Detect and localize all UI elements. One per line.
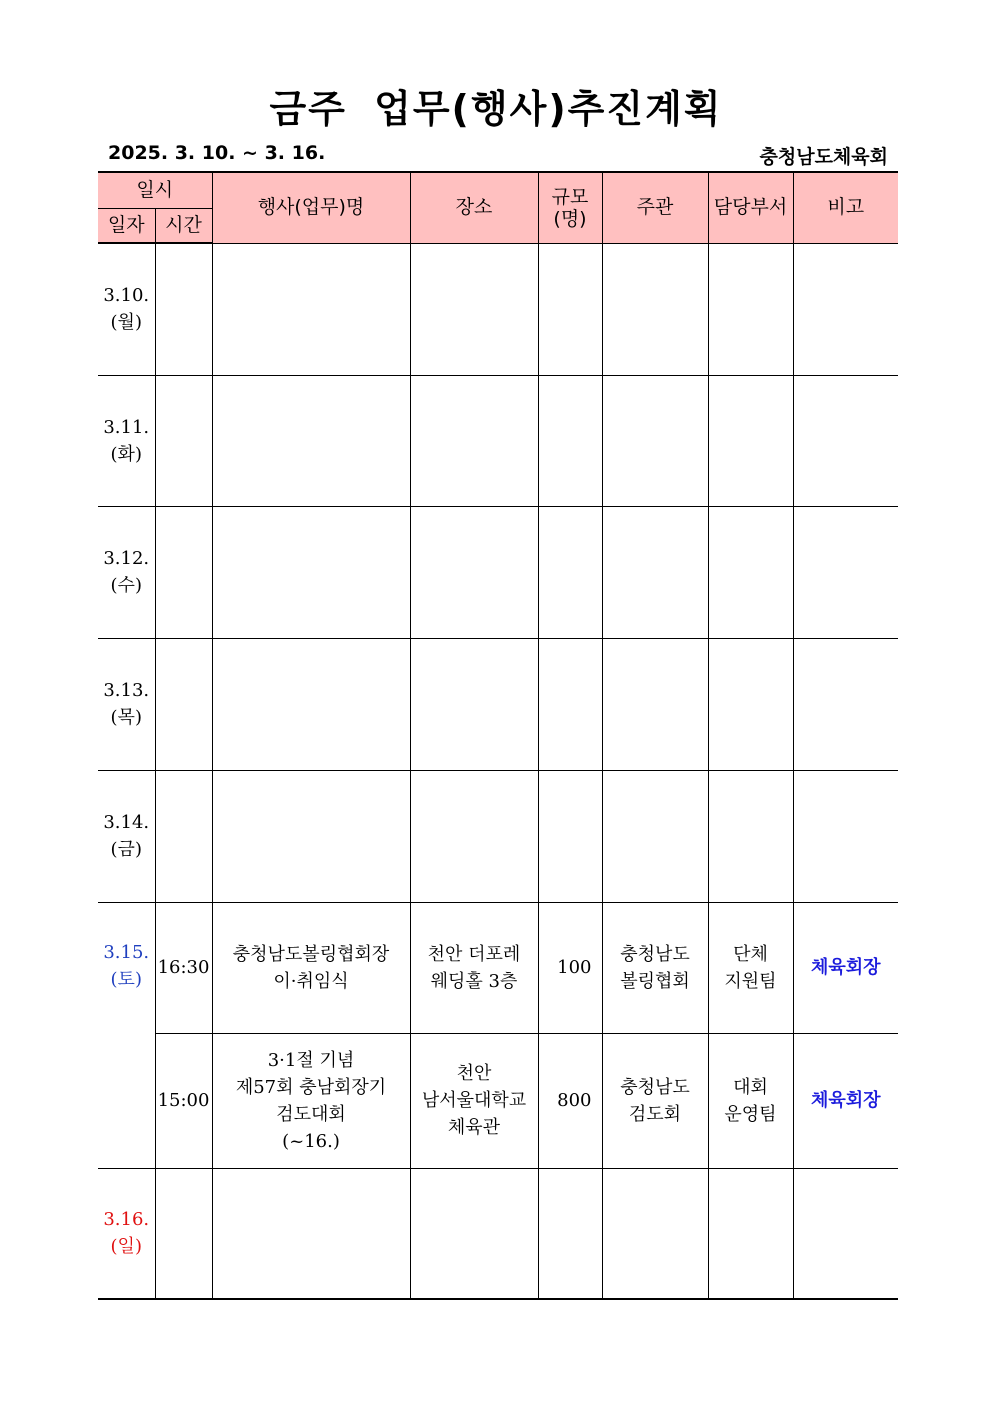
weekday-label: (토) — [110, 968, 142, 990]
header-event: 행사(업무)명 — [212, 172, 410, 243]
note-cell — [793, 638, 898, 770]
date-cell — [98, 1168, 155, 1299]
dept-cell — [708, 506, 793, 638]
place-cell — [410, 638, 538, 770]
scale-cell — [538, 638, 602, 770]
dept-cell — [708, 1168, 793, 1299]
header-place: 장소 — [410, 172, 538, 243]
event-cell — [212, 1168, 410, 1299]
event-cell — [212, 375, 410, 506]
event-cell — [212, 243, 410, 375]
note-cell: 체육회장 — [793, 902, 898, 1033]
date-cell — [98, 375, 155, 506]
place-line: 웨딩홀 3층 — [430, 970, 518, 992]
weekday-label: (목) — [110, 707, 142, 728]
note-cell — [793, 1168, 898, 1299]
dept-line: 운영팀 — [724, 1103, 777, 1125]
time-cell — [155, 243, 212, 375]
event-cell — [212, 506, 410, 638]
dept-cell — [708, 902, 793, 1033]
date-label: 3.15. — [103, 941, 150, 963]
host-line: 충청남도 — [620, 1076, 690, 1098]
host-cell — [602, 506, 708, 638]
scale-cell — [538, 1168, 602, 1299]
organization-name: 충청남도체육회 — [759, 146, 888, 168]
table-row — [98, 375, 898, 506]
scale-cell: 100 — [538, 902, 602, 1033]
weekday-label: (금) — [110, 839, 142, 860]
header-scale-line1: 규모 — [551, 185, 589, 208]
date-label: 3.12. — [103, 548, 150, 569]
scale-cell — [538, 243, 602, 375]
date-cell — [98, 506, 155, 638]
scale-cell — [538, 375, 602, 506]
table-row — [98, 1033, 898, 1168]
weekday-label: (수) — [110, 575, 142, 596]
date-label: 3.11. — [103, 416, 150, 438]
time-cell: 15:00 — [155, 1033, 212, 1168]
table-row — [98, 243, 898, 375]
note-cell — [793, 770, 898, 902]
page-title: 금주 업무(행사)추진계획 — [269, 87, 723, 131]
event-name-line: 충청남도볼링협회장 — [232, 943, 390, 965]
header-scale-line2: (명) — [553, 207, 587, 230]
header-time: 시간 — [155, 208, 212, 243]
host-line: 검도회 — [628, 1103, 682, 1125]
time-cell — [155, 638, 212, 770]
place-cell — [410, 770, 538, 902]
scale-cell: 800 — [538, 1033, 602, 1168]
place-cell — [410, 243, 538, 375]
host-cell — [602, 1033, 708, 1168]
scale-cell — [538, 506, 602, 638]
period-range: 2025. 3. 10. ~ 3. 16. — [108, 142, 326, 164]
event-cell — [212, 770, 410, 902]
host-cell — [602, 243, 708, 375]
place-cell — [410, 1168, 538, 1299]
weekday-label: (월) — [110, 312, 142, 334]
host-cell — [602, 638, 708, 770]
place-cell — [410, 506, 538, 638]
dept-cell — [708, 243, 793, 375]
place-cell — [410, 1033, 538, 1168]
header-scale — [538, 172, 602, 243]
date-cell — [98, 770, 155, 902]
note-cell: 체육회장 — [793, 1033, 898, 1168]
date-cell — [98, 243, 155, 375]
weekly-plan-table — [98, 171, 898, 1300]
header-dept: 담당부서 — [708, 172, 793, 243]
note-cell — [793, 243, 898, 375]
dept-cell — [708, 770, 793, 902]
event-cell — [212, 1033, 410, 1168]
place-line: 천안 — [456, 1063, 492, 1084]
time-cell — [155, 375, 212, 506]
dept-cell — [708, 375, 793, 506]
table-row — [98, 1168, 898, 1299]
place-cell — [410, 375, 538, 506]
dept-line: 단체 — [733, 943, 768, 965]
date-label: 3.13. — [103, 680, 150, 701]
host-cell — [602, 902, 708, 1033]
place-line: 천안 더포레 — [427, 943, 521, 965]
dept-cell — [708, 1033, 793, 1168]
time-cell — [155, 506, 212, 638]
dept-cell — [708, 638, 793, 770]
event-name-line: (~16.) — [282, 1130, 340, 1152]
host-line: 볼링협회 — [620, 970, 690, 992]
note-cell — [793, 506, 898, 638]
table-row — [98, 902, 898, 1033]
date-cell — [98, 902, 155, 1168]
event-name-line: 3·1절 기념 — [267, 1049, 355, 1071]
header-host: 주관 — [602, 172, 708, 243]
weekday-label: (화) — [110, 443, 142, 465]
event-name-line: 제57회 충남회장기 — [235, 1076, 387, 1098]
table-row — [98, 506, 898, 638]
place-line: 체육관 — [447, 1117, 501, 1138]
time-cell — [155, 770, 212, 902]
header-note: 비고 — [793, 172, 898, 243]
host-cell — [602, 770, 708, 902]
date-label: 3.16. — [103, 1209, 150, 1231]
host-cell — [602, 375, 708, 506]
table-row — [98, 770, 898, 902]
scale-cell — [538, 770, 602, 902]
dept-line: 대회 — [733, 1076, 768, 1098]
time-cell: 16:30 — [155, 902, 212, 1033]
place-line: 남서울대학교 — [421, 1090, 527, 1111]
date-cell — [98, 638, 155, 770]
note-cell — [793, 375, 898, 506]
date-label: 3.14. — [103, 812, 150, 833]
host-line: 충청남도 — [620, 943, 690, 965]
host-cell — [602, 1168, 708, 1299]
header-date: 일자 — [98, 208, 155, 243]
header-datetime: 일시 — [98, 172, 212, 208]
dept-line: 지원팀 — [724, 970, 777, 992]
event-name-line: 검도대회 — [276, 1103, 346, 1125]
event-name-line: 이·취임식 — [273, 970, 349, 992]
event-cell — [212, 902, 410, 1033]
event-cell — [212, 638, 410, 770]
weekday-label: (일) — [110, 1236, 142, 1258]
date-label: 3.10. — [103, 285, 150, 307]
table-row — [98, 638, 898, 770]
time-cell — [155, 1168, 212, 1299]
place-cell — [410, 902, 538, 1033]
